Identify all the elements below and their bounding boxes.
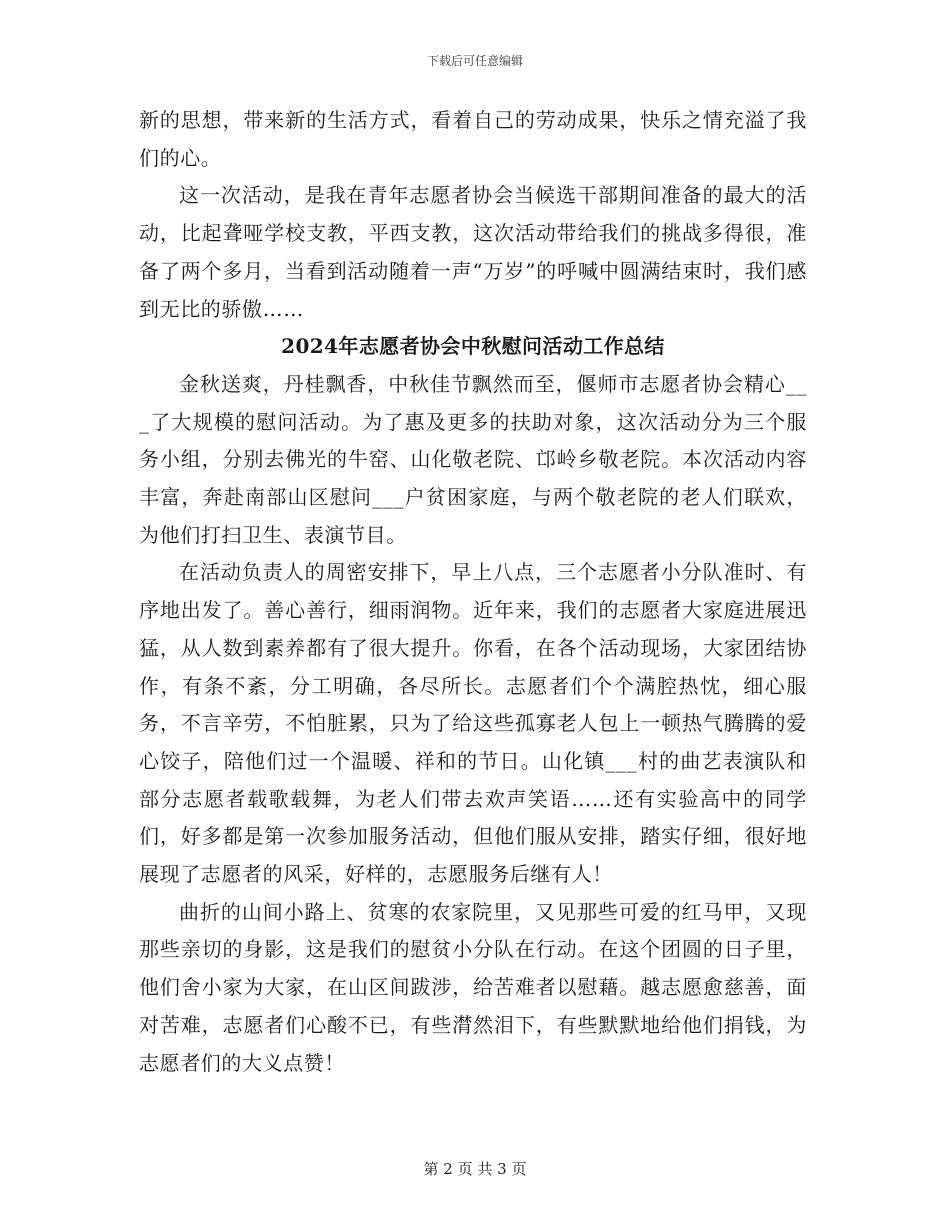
paragraph: 这一次活动，是我在青年志愿者协会当候选干部期间准备的最大的活动，比起聋哑学校支教，平西支教，这次活动带给我们的挑战多得很，准备了两个多月，当看到活动随着一声“万岁”的呼喊中圆满结束时，我们感到无比的骄傲…… (139, 183, 807, 321)
section-paragraph: 金秋送爽，丹桂飘香，中秋佳节飘然而至，偃师市志愿者协会精心___了大规模的慰问活动。为了惠及更多的扶助对象，这次活动分为三个服务小组，分别去佛光的牛窑、山化敬老院、邙岭乡敬老院。本次活动内容丰富，奔赴南部山区慰问___户贫困家庭，与两个敬老院的老人们联欢，为他们打扫卫生、表演节目。 (139, 371, 807, 547)
section-title: 2024年志愿者协会中秋慰问活动工作总结 (281, 334, 665, 359)
section-paragraph: 曲折的山间小路上、贫寒的农家院里，又见那些可爱的红马甲，又现那些亲切的身影，这是我们的慰贫小分队在行动。在这个团圆的日子里，他们舍小家为大家，在山区间跋涉，给苦难者以慰藉。越志愿愈慈善，面对苦难，志愿者们心酸不已，有些潸然泪下，有些默默地给他们捐钱，为志愿者们的大义点赞！ (139, 899, 807, 1075)
document-body (139, 102, 807, 1082)
page-header-note: 下载后可任意编辑 (426, 54, 523, 68)
paragraph-continued: 新的思想，带来新的生活方式，看着自己的劳动成果，快乐之情充溢了我们的心。 (139, 108, 807, 170)
page-number: 第 2 页 共 3 页 (423, 1160, 527, 1178)
section-paragraph: 在活动负责人的周密安排下，早上八点，三个志愿者小分队准时、有序地出发了。善心善行，细雨润物。近年来，我们的志愿者大家庭进展迅猛，从人数到素养都有了很大提升。你看，在各个活动现场，大家团结协作，有条不紊，分工明确，各尽所长。志愿者们个个满腔热忱，细心服务，不言辛劳，不怕脏累，只为了给这些孤寡老人包上一顿热气腾腾的爱心饺子，陪他们过一个温暖、祥和的节日。山化镇___村的曲艺表演队和部分志愿者载歌载舞，为老人们带去欢声笑语……还有实验高中的同学们，好多都是第一次参加服务活动，但他们服从安排，踏实仔细，很好地展现了志愿者的风采，好样的，志愿服务后继有人！ (139, 560, 807, 887)
